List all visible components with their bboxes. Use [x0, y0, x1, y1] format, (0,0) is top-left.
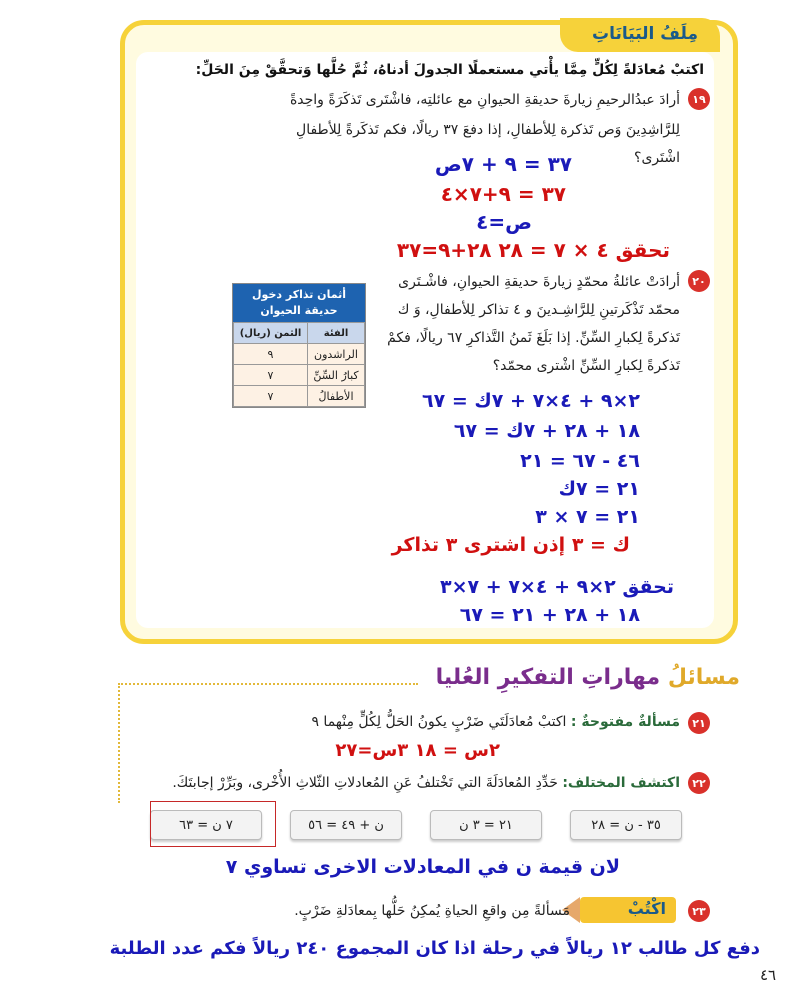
- pencil-label: [580, 897, 676, 923]
- q20-line-3: تَذكرةً لِكبارِ السِّنِّ. إذا بَلَغَ ثَمنُ التَّذاكرِ ٦٧ ريالًا، فكمْ: [387, 330, 680, 346]
- instruction: اكتبْ مُعادَلةً لِكُلٍّ مِمَّا يأْتي مستعملًا الجدولَ أدناهُ، ثُمَّ حُلَّها وَتحقَّقْ مِنَ الحَلِّ:: [195, 62, 704, 78]
- q22-text: حَدِّدِ المُعادَلَةَ التي تَخْتلفُ عَنِ المُعادلاتِ الثّلاثِ الأُخْرى، وبَرِّرْ إجابتَكَ.: [172, 775, 558, 791]
- q19-line-2: لِلرَّاشِدِينَ وَص تَذكرة لِلأطفالِ، إذا دفعَ ٣٧ ريالًا، فكم تَذكَرةً لِلأطفالِ: [296, 122, 680, 138]
- equation-option: ٣٥ - ن = ٢٨: [570, 810, 682, 840]
- table-cell-price: ٩: [234, 344, 308, 365]
- q21-text: اكتبْ مُعادَلَتَي ضَرْبٍ يكونُ الحَلُّ لِكُلٍّ مِنْهما ٩: [311, 714, 567, 730]
- q20-answer-5: ٢١ = ٧ × ٣: [535, 506, 640, 528]
- table-cell-price: ٧: [234, 365, 308, 386]
- table-cell-category: الأطفالُ: [308, 386, 365, 407]
- q23-answer: دفع كل طالب ١٢ ريالاً في رحلة اذا كان المجموع ٢٤٠ ريالاً فكم عدد الطلبة: [109, 938, 760, 959]
- question-number-23: ٢٣: [688, 900, 710, 922]
- q20-answer-2: ١٨ + ٢٨ + ٧ك = ٦٧: [453, 420, 640, 442]
- q21-prompt: [311, 714, 680, 730]
- q19-answer-2: ٣٧ = ٩+٧×٤: [440, 182, 566, 206]
- equation-option: ٢١ = ٣ ن: [430, 810, 542, 840]
- q20-answer-6: ك = ٣ إذن اشترى ٣ تذاكر: [391, 534, 630, 556]
- hots-title: [436, 665, 740, 690]
- q19-line-3: اشْتَرى؟: [634, 150, 680, 166]
- table-title-line-2: حديقة الحيوان: [260, 304, 338, 317]
- q20-line-1: أرادَتْ عائلةُ محمّدٍ زيارةَ حديقةِ الحيوانِ، فاشْـتَرى: [398, 274, 680, 290]
- q21-answer: ٢س = ١٨ ٣س=٢٧: [335, 740, 500, 761]
- q19-line-1: أرادَ عبدُالرحيمِ زيارةَ حديقةِ الحيوانِ مع عائلتِه، فاشْتَرى تَذكَرَةً واحِدةً: [289, 92, 680, 108]
- section-divider: [118, 683, 418, 685]
- q20-line-4: تَذكرةً لِكبارِ السِّنِّ اشْترى محمّد؟: [492, 358, 680, 374]
- table-row: [234, 365, 365, 386]
- selected-answer-outline: [150, 801, 276, 847]
- question-number-20: ٢٠: [688, 270, 710, 292]
- q21-label: مَسألةٌ مفتوحةٌ :: [570, 714, 680, 730]
- q20-answer-1: ٢×٩ + ٤×٧ + ٧ك = ٦٧: [422, 390, 640, 412]
- q22-prompt: [172, 775, 680, 791]
- hots-title-a: مسائلُ: [667, 665, 740, 690]
- q20-answer-8: ١٨ + ٢٨ + ٢١ = ٦٧: [459, 604, 640, 626]
- q20-answer-3: ٤٦ - ٦٧ = ٢١: [520, 450, 640, 472]
- table-title-line-1: أثمان تذاكر دخول: [252, 288, 346, 301]
- q19-answer-3: ص=٤: [476, 210, 532, 234]
- q23-label: اكْتُبْ: [627, 899, 666, 918]
- hots-title-b: مهاراتِ التفكيرِ العُليا: [435, 665, 661, 690]
- q19-answer-4: تحقق ٤ × ٧ = ٢٨ ٢٨+٩=٣٧: [396, 238, 670, 262]
- section-title: مِلَفُ البَيَانَاتِ: [592, 24, 698, 44]
- question-number-19: ١٩: [688, 88, 710, 110]
- ticket-price-table: [232, 283, 366, 408]
- q19-answer-1: ٣٧ = ٩ + ٧ص: [434, 152, 572, 176]
- q20-answer-7: تحقق ٢×٩ + ٤×٧ + ٧×٣: [440, 576, 674, 598]
- table-row: [234, 344, 365, 365]
- table-row: [234, 386, 365, 407]
- section-tab: [560, 18, 720, 52]
- q20-answer-4: ٢١ = ٧ك: [558, 478, 640, 500]
- table-header-price: الثمن (ريال): [234, 323, 308, 344]
- page-number: ٤٦: [760, 966, 777, 984]
- equation-option: ٧ ن = ٦٣: [150, 810, 262, 840]
- q22-answer: لان قيمة ن في المعادلات الاخرى تساوي ٧: [225, 856, 620, 878]
- q22-label: اكتشف المختلف:: [562, 775, 680, 791]
- q20-line-2: محمّد تَذْكَرتينِ لِلرَّاشِـدينَ و ٤ تذاكر لِلأطفالِ، وَ ك: [397, 302, 680, 318]
- table-title: [233, 284, 365, 322]
- equation-option: ن + ٤٩ = ٥٦: [290, 810, 402, 840]
- q23-text: مَسألةً مِن واقعِ الحياةِ يُمكِنُ حَلُّها بِمعادَلةِ ضَرْبٍ.: [294, 903, 570, 919]
- question-number-22: ٢٢: [688, 772, 710, 794]
- table-cell-category: كبارُ السِّنِّ: [308, 365, 365, 386]
- section-divider-vertical: [118, 683, 120, 803]
- table-header-category: الفئة: [308, 323, 365, 344]
- question-number-21: ٢١: [688, 712, 710, 734]
- table-cell-category: الراشدون: [308, 344, 365, 365]
- table-cell-price: ٧: [234, 386, 308, 407]
